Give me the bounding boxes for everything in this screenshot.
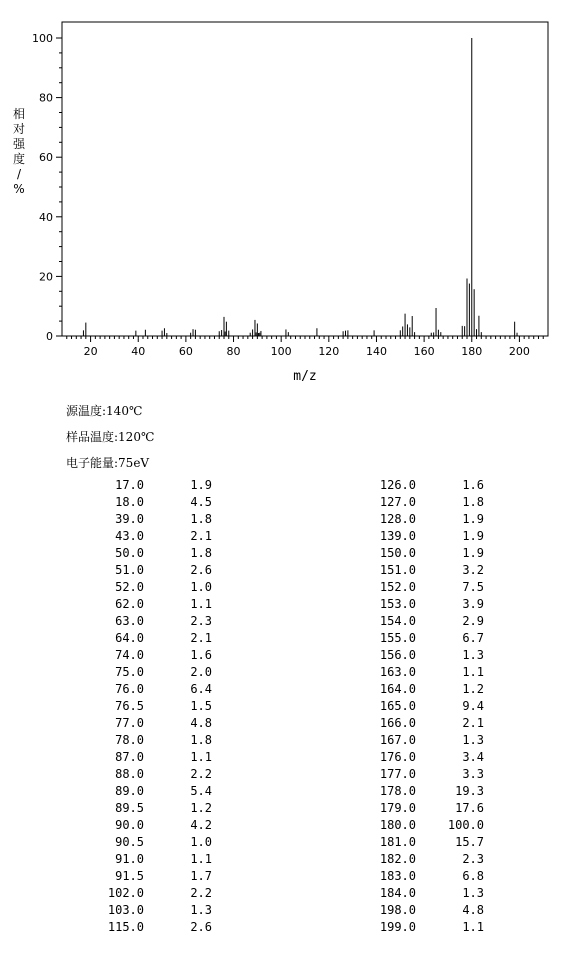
peak-mz: 115.0 <box>107 920 144 934</box>
peak-abundance: 1.9 <box>462 546 484 560</box>
peak-row <box>60 885 212 902</box>
peak-mz: 18.0 <box>115 495 144 509</box>
peak-abundance: 1.1 <box>190 750 212 764</box>
peak-row <box>330 732 484 749</box>
peak-mz: 128.0 <box>379 512 416 526</box>
peak-mz: 89.5 <box>115 801 144 815</box>
peak-row <box>60 766 212 783</box>
x-tick-label: 40 <box>131 345 146 358</box>
peak-row <box>330 919 484 936</box>
peak-abundance: 1.0 <box>190 835 212 849</box>
peak-mz: 198.0 <box>379 903 416 917</box>
peak-abundance: 2.1 <box>462 716 484 730</box>
peak-abundance: 1.8 <box>190 512 212 526</box>
peak-table-right <box>330 477 484 936</box>
peak-abundance: 2.1 <box>190 529 212 543</box>
peak-mz: 87.0 <box>115 750 144 764</box>
peak-row <box>60 715 212 732</box>
peak-abundance: 4.8 <box>462 903 484 917</box>
peak-abundance: 1.8 <box>462 495 484 509</box>
peak-mz: 180.0 <box>379 818 416 832</box>
peak-abundance: 2.3 <box>462 852 484 866</box>
peak-row <box>330 477 484 494</box>
peak-row <box>60 919 212 936</box>
peak-abundance: 6.8 <box>462 869 484 883</box>
peak-mz: 150.0 <box>379 546 416 560</box>
peak-mz: 163.0 <box>379 665 416 679</box>
peak-row <box>60 562 212 579</box>
peak-abundance: 2.6 <box>190 563 212 577</box>
peak-mz: 64.0 <box>115 631 144 645</box>
x-tick-label: 80 <box>226 345 241 358</box>
x-axis-label: m/z <box>293 369 317 384</box>
peak-row <box>60 664 212 681</box>
peak-row <box>60 817 212 834</box>
peak-mz: 17.0 <box>115 478 144 492</box>
peak-abundance: 1.3 <box>462 886 484 900</box>
peak-mz: 166.0 <box>379 716 416 730</box>
x-tick-label: 160 <box>413 345 435 358</box>
peak-mz: 89.0 <box>115 784 144 798</box>
peak-row <box>60 613 212 630</box>
y-tick-label: 20 <box>39 270 53 284</box>
peak-mz: 63.0 <box>115 614 144 628</box>
peak-row <box>330 749 484 766</box>
peak-mz: 154.0 <box>379 614 416 628</box>
y-axis-label-char: % <box>13 182 25 196</box>
peak-mz: 181.0 <box>379 835 416 849</box>
peak-abundance: 2.0 <box>190 665 212 679</box>
peak-mz: 176.0 <box>379 750 416 764</box>
peak-row <box>330 715 484 732</box>
peak-row <box>330 494 484 511</box>
peak-mz: 127.0 <box>379 495 416 509</box>
peak-mz: 51.0 <box>115 563 144 577</box>
peak-abundance: 1.2 <box>190 801 212 815</box>
peak-abundance: 1.0 <box>190 580 212 594</box>
peak-abundance: 2.2 <box>190 886 212 900</box>
peak-row <box>60 834 212 851</box>
peak-row <box>60 545 212 562</box>
peak-abundance: 1.8 <box>190 733 212 747</box>
peak-abundance: 15.7 <box>455 835 484 849</box>
peak-row <box>60 511 212 528</box>
x-tick-label: 180 <box>461 345 483 358</box>
peak-row <box>330 528 484 545</box>
x-tick-label: 100 <box>270 345 292 358</box>
peak-row <box>60 579 212 596</box>
peak-abundance: 3.9 <box>462 597 484 611</box>
peak-row <box>330 834 484 851</box>
peak-bars <box>83 38 517 336</box>
y-tick-label: 80 <box>39 91 53 105</box>
peak-mz: 77.0 <box>115 716 144 730</box>
peak-abundance: 4.5 <box>190 495 212 509</box>
peak-row <box>60 596 212 613</box>
peak-mz: 76.5 <box>115 699 144 713</box>
peak-mz: 155.0 <box>379 631 416 645</box>
peak-mz: 152.0 <box>379 580 416 594</box>
peak-mz: 88.0 <box>115 767 144 781</box>
peak-abundance: 1.9 <box>190 478 212 492</box>
peak-row <box>330 800 484 817</box>
peak-row <box>330 630 484 647</box>
source-temperature: 源温度:140℃ <box>66 404 143 418</box>
peak-abundance: 1.1 <box>462 920 484 934</box>
y-tick-label: 40 <box>39 210 53 224</box>
peak-abundance: 1.1 <box>190 852 212 866</box>
peak-row <box>60 528 212 545</box>
peak-abundance: 1.6 <box>190 648 212 662</box>
peak-row <box>330 596 484 613</box>
peak-row <box>330 579 484 596</box>
peak-abundance: 3.3 <box>462 767 484 781</box>
peak-row <box>60 851 212 868</box>
y-axis-label-char: 强 <box>12 137 26 151</box>
peak-mz: 153.0 <box>379 597 416 611</box>
peak-abundance: 1.9 <box>462 512 484 526</box>
peak-mz: 165.0 <box>379 699 416 713</box>
peak-row <box>330 885 484 902</box>
peak-abundance: 3.2 <box>462 563 484 577</box>
peak-mz: 103.0 <box>107 903 144 917</box>
peak-abundance: 1.3 <box>190 903 212 917</box>
peak-mz: 76.0 <box>115 682 144 696</box>
peak-row <box>330 698 484 715</box>
peak-mz: 126.0 <box>379 478 416 492</box>
y-tick-label: 60 <box>39 151 53 165</box>
peak-abundance: 4.2 <box>190 818 212 832</box>
peak-mz: 167.0 <box>379 733 416 747</box>
peak-abundance: 1.2 <box>462 682 484 696</box>
y-axis-label-char: 度 <box>12 152 26 166</box>
peak-mz: 182.0 <box>379 852 416 866</box>
peak-row <box>60 647 212 664</box>
peak-row <box>330 783 484 800</box>
peak-row <box>60 494 212 511</box>
peak-row <box>60 477 212 494</box>
peak-abundance: 5.4 <box>190 784 212 798</box>
peak-mz: 62.0 <box>115 597 144 611</box>
peak-mz: 50.0 <box>115 546 144 560</box>
peak-row <box>60 681 212 698</box>
y-tick-label: 100 <box>32 32 53 45</box>
peak-abundance: 1.9 <box>462 529 484 543</box>
peak-mz: 183.0 <box>379 869 416 883</box>
peak-mz: 139.0 <box>379 529 416 543</box>
y-axis-label-char: 对 <box>12 122 26 136</box>
peak-mz: 91.5 <box>115 869 144 883</box>
x-tick-label: 200 <box>508 345 530 358</box>
y-tick-label: 0 <box>46 330 53 343</box>
peak-mz: 184.0 <box>379 886 416 900</box>
peak-abundance: 6.4 <box>190 682 212 696</box>
peak-abundance: 100.0 <box>447 818 484 832</box>
peak-abundance: 1.1 <box>462 665 484 679</box>
peak-row <box>330 647 484 664</box>
peak-mz: 164.0 <box>379 682 416 696</box>
peak-abundance: 2.3 <box>190 614 212 628</box>
electron-energy: 电子能量:75eV <box>66 456 150 470</box>
peak-row <box>60 749 212 766</box>
peak-abundance: 4.8 <box>190 716 212 730</box>
x-tick-label: 120 <box>318 345 340 358</box>
peak-row <box>330 511 484 528</box>
peak-row <box>330 545 484 562</box>
peak-abundance: 17.6 <box>455 801 484 815</box>
peak-row <box>60 868 212 885</box>
chart-axes <box>62 22 548 336</box>
peak-mz: 43.0 <box>115 529 144 543</box>
plot-frame <box>62 22 548 336</box>
peak-table-left <box>60 477 212 936</box>
x-tick-label: 60 <box>178 345 193 358</box>
peak-abundance: 1.3 <box>462 733 484 747</box>
peak-row <box>330 613 484 630</box>
peak-row <box>60 698 212 715</box>
peak-abundance: 1.5 <box>190 699 212 713</box>
peak-abundance: 1.7 <box>190 869 212 883</box>
peak-mz: 178.0 <box>379 784 416 798</box>
peak-row <box>60 800 212 817</box>
peak-mz: 39.0 <box>115 512 144 526</box>
peak-abundance: 6.7 <box>462 631 484 645</box>
peak-abundance: 1.8 <box>190 546 212 560</box>
y-axis-label-char: 相 <box>12 107 26 121</box>
peak-abundance: 2.9 <box>462 614 484 628</box>
peak-abundance: 3.4 <box>462 750 484 764</box>
peak-mz: 90.0 <box>115 818 144 832</box>
y-axis-label-char: / <box>16 167 22 181</box>
peak-mz: 179.0 <box>379 801 416 815</box>
peak-row <box>330 766 484 783</box>
y-axis-label <box>13 106 26 196</box>
peak-row <box>60 732 212 749</box>
peak-row <box>330 817 484 834</box>
sample-temperature: 样品温度:120℃ <box>66 430 155 444</box>
peak-mz: 90.5 <box>115 835 144 849</box>
peak-mz: 78.0 <box>115 733 144 747</box>
peak-row <box>60 902 212 919</box>
peak-abundance: 1.3 <box>462 648 484 662</box>
peak-abundance: 7.5 <box>462 580 484 594</box>
peak-row <box>330 851 484 868</box>
x-tick-label: 140 <box>365 345 387 358</box>
peak-mz: 199.0 <box>379 920 416 934</box>
peak-mz: 156.0 <box>379 648 416 662</box>
peak-abundance: 2.2 <box>190 767 212 781</box>
x-tick-label: 20 <box>83 345 98 358</box>
mass-spectrum-chart <box>0 0 570 395</box>
peak-abundance: 19.3 <box>455 784 484 798</box>
peak-abundance: 2.1 <box>190 631 212 645</box>
peak-mz: 74.0 <box>115 648 144 662</box>
peak-mz: 177.0 <box>379 767 416 781</box>
peak-row <box>330 562 484 579</box>
peak-mz: 91.0 <box>115 852 144 866</box>
peak-abundance: 2.6 <box>190 920 212 934</box>
peak-row <box>330 902 484 919</box>
peak-mz: 52.0 <box>115 580 144 594</box>
peak-abundance: 1.1 <box>190 597 212 611</box>
peak-row <box>60 630 212 647</box>
peak-row <box>330 681 484 698</box>
peak-row <box>330 868 484 885</box>
peak-mz: 75.0 <box>115 665 144 679</box>
peak-abundance: 9.4 <box>462 699 484 713</box>
peak-row <box>60 783 212 800</box>
peak-mz: 102.0 <box>107 886 144 900</box>
peak-mz: 151.0 <box>379 563 416 577</box>
peak-row <box>330 664 484 681</box>
peak-abundance: 1.6 <box>462 478 484 492</box>
